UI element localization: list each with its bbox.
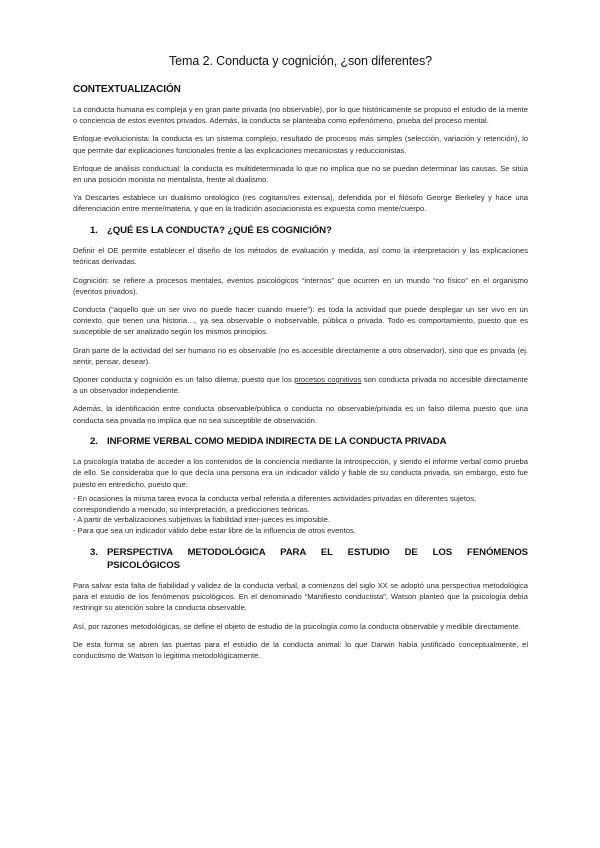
section-2-intro: La psicología trataba de acceder a los contenidos de la conciencia mediante la introspección, y siendo el informe verbal como prueba de ello. Se consideraba que lo que decía una persona era un indicador válido y fiable de su conducta privada, sin embargo, esto fue puesto en entredicho, puesto que: [73, 457, 528, 489]
section-3-title: PERSPECTIVA METODOLÓGICA PARA EL ESTUDIO DE LOS FENÓMENOS PSICOLÓGICOS [107, 547, 528, 571]
section-3-paragraph-1: Para salvar esta falta de fiabilidad y validez de la conducta verbal, a comienzos del siglo XX se adoptó una perspectiva metodológica para el estudio de los fenómenos psicológicos. En el denominado “Manifiesto conductista”, Watson planteó que la psicología debía restringir su atención sobre la conducta observable. [73, 581, 528, 613]
context-heading: CONTEXTUALIZACIÓN [73, 84, 181, 95]
bullet-item: - En ocasiones la misma tarea evoca la conducta verbal referida a diferentes actividades privadas en diferentes sujetos, correspondiendo a menudo, su interpretación, a predicciones teóricas. [73, 493, 477, 514]
section-2-heading [73, 436, 528, 449]
section-3-paragraph-2: Así, por razones metodológicas, se define el objeto de estudio de la psicología como la conducta observable y medible directamente. [73, 621, 521, 631]
section-1-paragraph-6: Además, la identificación entre conducta observable/pública o conducta no observable/privada es un falso dilema puesto que una conducta sea privada no implica que no sea susceptible de observación. [73, 404, 528, 425]
paragraph-text: son conducta privada no accesible directamente a un observador independiente. [73, 374, 528, 396]
section-1-title: ¿QUÉ ES LA CONDUCTA? ¿QUÉ ES COGNICIÓN? [107, 224, 332, 236]
bullet-item: - A partir de verbalizaciones subjetivas la fiabilidad inter-jueces es imposible. [73, 515, 331, 525]
section-1-paragraph-3: Conducta (“aquello que un ser vivo no puede hacer cuando muere”): es toda la actividad que puede desplegar un ser vivo en un contexto, que tienen una historia…, ya sea observable o inobservable, pública o privada. Todo es comportamiento, puesto que es susceptible de ser analizado según los mismos principios. [73, 304, 528, 337]
section-2-number: 2. [90, 435, 98, 447]
section-3-number: 3. [90, 547, 98, 559]
bullet-item: - Para que sea un indicador válido debe estar libre de la influencia de otros eventos. [73, 526, 356, 536]
section-1-heading [73, 225, 528, 238]
section-1-paragraph-2: Cognición: se refiere a procesos mentales, eventos psicológicos “internos” que ocurren en un mundo “no físico” en el organismo (eventos privados). [73, 275, 528, 296]
document-title: Tema 2. Conducta y cognición, ¿son diferentes? [169, 54, 432, 68]
section-1-paragraph-4: Gran parte de la actividad del ser humano no es observable (no es accesible directamente a otro observador), sino que es privada (ej. sentir, pensar, desear). [73, 345, 528, 366]
context-paragraph-3: Enfoque de análisis conductual: la conducta es multideterminada lo que no implica que no se puedan determinar las causas. Se sitúa en una posición monista no mentalista, frente al dualismo. [73, 163, 528, 185]
context-paragraph-2: Enfoque evolucionista: la conducta es un sistema complejo, resultado de procesos más simples (selección, variación y retención), lo que permite dar explicaciones funcionales frente a las explicaciones mecanicistas y reduccionistas. [73, 134, 528, 155]
section-3-heading [73, 547, 528, 572]
procesos-cognitivos-link[interactable]: procesos cognitivos [294, 374, 362, 384]
section-1-paragraph-5 [73, 374, 528, 396]
context-paragraph-4: Ya Descartes establece un dualismo ontológico (res cogitans/res extensa), defendida por el filósofo George Berkeley y hace una diferenciación entre mente/materia, y que en la tradición asociacionista es expuesta como mente/cuerpo. [73, 193, 528, 214]
section-1-paragraph-1: Definir el OE permite establecer el diseño de los métodos de evaluación y medida, así como la interpretación y las explicaciones teóricas derivadas. [73, 246, 528, 267]
section-3-paragraph-3: De esta forma se abren las puertas para el estudio de la conducta animal: lo que Darwin había justificado conceptualmente, el conductismo de Watson lo legitima metodológicamente. [73, 639, 528, 661]
context-paragraph-1: La conducta humana es compleja y en gran parte privada (no observable), por lo que históricamente se propuso el estudio de la mente o conciencia de estos eventos privados. Además, la conducta se planteaba como epifenómeno, prueba del proceso mental. [73, 105, 528, 126]
section-2-bullet-list [73, 494, 528, 537]
paragraph-text: Oponer conducta y cognición es un falso dilema, puesto que los [73, 374, 295, 384]
section-2-title: INFORME VERBAL COMO MEDIDA INDIRECTA DE LA CONDUCTA PRIVADA [107, 435, 447, 447]
section-1-number: 1. [90, 224, 98, 236]
